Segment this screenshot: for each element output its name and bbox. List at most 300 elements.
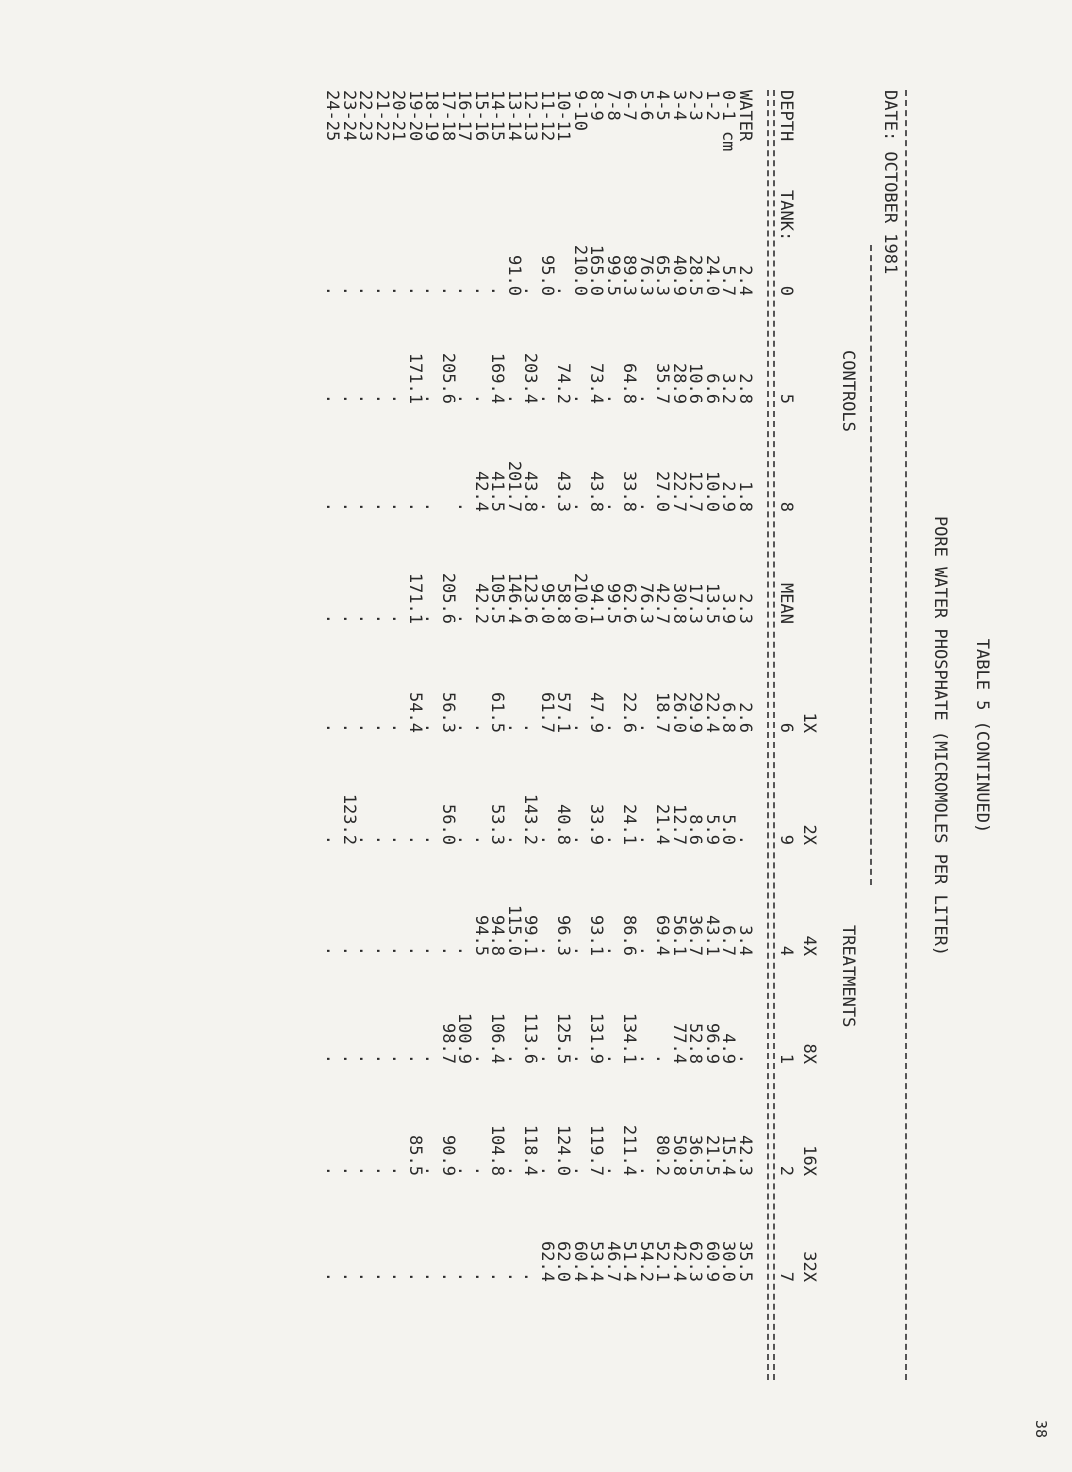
table-cell: 69.4 xyxy=(652,915,673,956)
table-cell: . xyxy=(454,285,475,296)
table-cell: 41.5 xyxy=(487,471,508,512)
table-cell: 62.4 xyxy=(537,1241,557,1282)
table-cell: . xyxy=(636,501,656,512)
row-depth: 7-8 xyxy=(603,90,623,121)
table-cell: . xyxy=(537,834,557,845)
table-cell: 42.4 xyxy=(669,1241,689,1282)
controls-header: CONTROLS xyxy=(838,350,858,432)
table-cell: . xyxy=(322,1271,343,1282)
row-depth: 19-20 xyxy=(405,90,425,142)
table-cell: . xyxy=(322,393,343,404)
row-depth: 18-19 xyxy=(421,90,442,142)
table-cell: . xyxy=(735,1053,755,1064)
table-cell: 96.9 xyxy=(702,1023,722,1064)
table-cell: . xyxy=(603,722,623,733)
table-cell: . xyxy=(652,1053,673,1064)
table-subtitle: PORE WATER PHOSPHATE (MICROMOLES PER LITER) xyxy=(930,515,950,957)
table-cell: . xyxy=(504,722,524,733)
table-cell: 124.0 xyxy=(553,1124,574,1176)
table-cell: . xyxy=(339,613,359,624)
table-cell: 210.0 xyxy=(570,572,590,624)
table-cell: . xyxy=(322,834,343,845)
row-depth: 13-14 xyxy=(504,90,524,142)
table-cell: 4.9 xyxy=(718,1033,739,1064)
table-cell: 33.9 xyxy=(586,804,607,845)
table-cell: . xyxy=(355,722,376,733)
table-cell: 118.4 xyxy=(520,1124,541,1176)
table-cell: . xyxy=(537,945,557,956)
column-tank-label: 7 xyxy=(776,1271,796,1282)
table-cell: 30.0 xyxy=(718,1241,739,1282)
table-cell: 18.7 xyxy=(652,692,673,733)
table-cell: . xyxy=(322,613,343,624)
table-cell: . xyxy=(504,834,524,845)
table-cell: 73.4 xyxy=(586,363,607,404)
table-cell: 52.8 xyxy=(685,1023,706,1064)
table-cell: . xyxy=(372,393,392,404)
table-cell: 2.6 xyxy=(735,702,755,733)
column-group-label: 2X xyxy=(799,824,819,845)
table-cell: 146.4 xyxy=(504,572,524,624)
table-cell: . xyxy=(636,1165,656,1176)
table-cell: 13.5 xyxy=(702,583,722,624)
controls-rule xyxy=(870,245,872,885)
table-cell: 131.9 xyxy=(586,1012,607,1064)
header-rule-1 xyxy=(773,90,775,1380)
table-cell: 42.2 xyxy=(471,583,491,624)
table-cell: . xyxy=(372,834,392,845)
table-cell: 46.7 xyxy=(603,1241,623,1282)
row-depth: 9-10 xyxy=(570,90,590,131)
table-cell: . xyxy=(322,722,343,733)
table-cell: . xyxy=(339,393,359,404)
row-depth: 17-18 xyxy=(438,90,458,142)
table-cell: 64.8 xyxy=(619,363,640,404)
table-cell: 99.5 xyxy=(603,255,623,296)
column-tank-label: 4 xyxy=(776,945,796,956)
table-cell: 1.8 xyxy=(735,481,755,512)
table-cell: . xyxy=(421,722,442,733)
table-cell: 203.4 xyxy=(520,352,541,404)
table-cell: . xyxy=(355,393,376,404)
table-cell: . xyxy=(454,501,475,512)
table-cell: 6.6 xyxy=(702,373,722,404)
column-tank-label: 5 xyxy=(776,393,796,404)
table-cell: . xyxy=(636,945,656,956)
table-cell: 6.7 xyxy=(718,925,739,956)
table-cell: . xyxy=(355,834,376,845)
table-cell: . xyxy=(355,945,376,956)
table-cell: 43.3 xyxy=(553,471,574,512)
table-cell: . xyxy=(355,1053,376,1064)
table-cell: 115.0 xyxy=(504,904,524,956)
table-cell: 205.6 xyxy=(438,572,458,624)
table-cell: . xyxy=(537,501,557,512)
table-cell: . xyxy=(388,393,409,404)
depth-header: DEPTH xyxy=(776,90,796,142)
row-depth: 2-3 xyxy=(685,90,706,121)
table-cell: . xyxy=(388,1271,409,1282)
column-tank-label: 9 xyxy=(776,834,796,845)
table-cell: 28.9 xyxy=(669,363,689,404)
table-cell: 40.9 xyxy=(669,255,689,296)
table-cell: . xyxy=(405,945,425,956)
page-number: 38 xyxy=(1032,1420,1050,1439)
table-cell: . xyxy=(405,1053,425,1064)
table-cell: 76.3 xyxy=(636,583,656,624)
row-depth: 16-17 xyxy=(454,90,475,142)
table-cell: . xyxy=(603,945,623,956)
table-cell: 171.1 xyxy=(405,572,425,624)
table-cell: . xyxy=(322,1165,343,1176)
table-cell: . xyxy=(372,722,392,733)
table-cell: 96.3 xyxy=(553,915,574,956)
column-tank-label: 6 xyxy=(776,722,796,733)
table-cell: 169.4 xyxy=(487,352,508,404)
table-cell: 35.5 xyxy=(735,1241,755,1282)
table-cell: 47.9 xyxy=(586,692,607,733)
table-cell: . xyxy=(322,501,343,512)
table-cell: 119.7 xyxy=(586,1124,607,1176)
header-rule-2 xyxy=(767,90,769,1380)
table-cell: . xyxy=(636,722,656,733)
table-cell: . xyxy=(421,285,442,296)
table-cell: 42.3 xyxy=(735,1135,755,1176)
table-cell: 125.5 xyxy=(553,1012,574,1064)
table-cell: . xyxy=(570,501,590,512)
table-cell: 100.9 xyxy=(454,1012,475,1064)
table-cell: 76.3 xyxy=(636,255,656,296)
table-cell: 205.6 xyxy=(438,352,458,404)
table-cell: . xyxy=(421,945,442,956)
table-cell: . xyxy=(520,722,541,733)
tank-header: TANK: xyxy=(776,190,796,242)
table-cell: . xyxy=(339,1053,359,1064)
table-cell: 60.4 xyxy=(570,1241,590,1282)
column-group-label: 32X xyxy=(799,1251,819,1282)
table-cell: . xyxy=(339,285,359,296)
table-cell: . xyxy=(537,1053,557,1064)
table-cell: . xyxy=(570,945,590,956)
table-cell: 86.6 xyxy=(619,915,640,956)
table-cell: 24.1 xyxy=(619,804,640,845)
table-cell: . xyxy=(322,285,343,296)
table-cell: 40.8 xyxy=(553,804,574,845)
row-depth: 21-22 xyxy=(372,90,392,142)
table-cell: 26.0 xyxy=(669,692,689,733)
table-cell: 95.0 xyxy=(537,583,557,624)
table-cell: . xyxy=(454,722,475,733)
table-cell: . xyxy=(421,393,442,404)
table-cell: . xyxy=(388,501,409,512)
table-cell: . xyxy=(355,285,376,296)
table-cell: 8.6 xyxy=(685,814,706,845)
row-depth: 11-12 xyxy=(537,90,557,142)
table-cell: 94.1 xyxy=(586,583,607,624)
table-cell: . xyxy=(405,501,425,512)
column-tank-label: 1 xyxy=(776,1053,796,1064)
table-cell: . xyxy=(421,501,442,512)
row-depth: 22-23 xyxy=(355,90,376,142)
table-cell: 80.2 xyxy=(652,1135,673,1176)
table-cell: . xyxy=(388,722,409,733)
table-cell: . xyxy=(636,393,656,404)
row-depth: 6-7 xyxy=(619,90,640,121)
table-cell: . xyxy=(487,1271,508,1282)
table-cell: . xyxy=(322,1053,343,1064)
table-cell: 62.3 xyxy=(685,1241,706,1282)
table-cell: 53.3 xyxy=(487,804,508,845)
table-cell: 62.0 xyxy=(553,1241,574,1282)
table-cell: 12.7 xyxy=(669,804,689,845)
table-cell: 5.0 xyxy=(718,814,739,845)
table-cell: . xyxy=(339,501,359,512)
table-cell: 99.5 xyxy=(603,583,623,624)
row-depth: WATER xyxy=(735,90,755,142)
column-tank-label: MEAN xyxy=(776,583,796,624)
table-cell: 90.9 xyxy=(438,1135,458,1176)
table-cell: . xyxy=(372,613,392,624)
table-cell: . xyxy=(454,613,475,624)
date-label: DATE: OCTOBER 1981 xyxy=(880,90,900,275)
table-cell: . xyxy=(735,834,755,845)
table-cell: 24.0 xyxy=(702,255,722,296)
table-cell: 17.3 xyxy=(685,583,706,624)
table-cell: 56.1 xyxy=(669,915,689,956)
table-cell: 28.5 xyxy=(685,255,706,296)
table-cell: 10.6 xyxy=(685,363,706,404)
table-cell: 22.6 xyxy=(619,692,640,733)
table-cell: 43.1 xyxy=(702,915,722,956)
table-cell: 43.8 xyxy=(520,471,541,512)
table-cell: 94.5 xyxy=(471,915,491,956)
row-depth: 24-25 xyxy=(322,90,343,142)
column-group-label: 8X xyxy=(799,1043,819,1064)
table-cell: 33.8 xyxy=(619,471,640,512)
table-cell: . xyxy=(388,613,409,624)
table-cell: 91.0 xyxy=(504,255,524,296)
table-cell: . xyxy=(636,1053,656,1064)
table-cell: 50.8 xyxy=(669,1135,689,1176)
table-cell: 15.4 xyxy=(718,1135,739,1176)
table-cell: . xyxy=(339,722,359,733)
table-cell: 52.1 xyxy=(652,1241,673,1282)
table-cell: . xyxy=(553,285,574,296)
table-cell: 22.7 xyxy=(669,471,689,512)
table-cell: . xyxy=(355,613,376,624)
table-cell: 123.6 xyxy=(520,572,541,624)
table-cell: . xyxy=(570,834,590,845)
table-cell: 62.6 xyxy=(619,583,640,624)
table-cell: . xyxy=(603,501,623,512)
column-group-label: 1X xyxy=(799,712,819,733)
table-cell: 61.7 xyxy=(537,692,557,733)
table-cell: . xyxy=(438,1271,458,1282)
table-cell: 210.0 xyxy=(570,244,590,296)
top-rule xyxy=(905,90,907,1380)
column-tank-label: 2 xyxy=(776,1165,796,1176)
table-cell: . xyxy=(372,945,392,956)
table-cell: . xyxy=(603,393,623,404)
table-cell: . xyxy=(454,1271,475,1282)
table-cell: 56.3 xyxy=(438,692,458,733)
table-cell: 104.8 xyxy=(487,1124,508,1176)
table-cell: . xyxy=(636,834,656,845)
table-cell: . xyxy=(355,501,376,512)
table-cell: 93.1 xyxy=(586,915,607,956)
table-cell: 95.0 xyxy=(537,255,557,296)
table-cell: 29.9 xyxy=(685,692,706,733)
table-cell: 61.5 xyxy=(487,692,508,733)
table-cell: 123.2 xyxy=(339,793,359,845)
table-cell: . xyxy=(355,1165,376,1176)
table-cell: 10.0 xyxy=(702,471,722,512)
table-cell: . xyxy=(372,1053,392,1064)
table-cell: . xyxy=(388,945,409,956)
table-cell: 134.1 xyxy=(619,1012,640,1064)
table-cell: 21.4 xyxy=(652,804,673,845)
table-cell: . xyxy=(388,834,409,845)
table-cell: . xyxy=(570,393,590,404)
row-depth: 3-4 xyxy=(669,90,689,121)
table-cell: 211.4 xyxy=(619,1124,640,1176)
table-cell: . xyxy=(454,945,475,956)
row-depth: 4-5 xyxy=(652,90,673,121)
row-depth: 14-15 xyxy=(487,90,508,142)
table-cell: . xyxy=(339,1271,359,1282)
table-cell: 58.8 xyxy=(553,583,574,624)
table-cell: 2.8 xyxy=(735,373,755,404)
row-depth: 0-1 cm xyxy=(718,90,739,152)
table-cell: 74.2 xyxy=(553,363,574,404)
column-group-label: 16X xyxy=(799,1145,819,1176)
table-cell: 3.4 xyxy=(735,925,755,956)
table-cell: 2.3 xyxy=(735,593,755,624)
table-cell: 94.8 xyxy=(487,915,508,956)
treatments-header: TREATMENTS xyxy=(838,925,858,1028)
table-cell: . xyxy=(520,1271,541,1282)
table-cell: 171.1 xyxy=(405,352,425,404)
table-cell: . xyxy=(570,1053,590,1064)
row-depth: 8-9 xyxy=(586,90,607,121)
table-cell: . xyxy=(520,285,541,296)
table-cell: 106.4 xyxy=(487,1012,508,1064)
row-depth: 12-13 xyxy=(520,90,541,142)
table-cell: 5.7 xyxy=(718,265,739,296)
table-cell: 51.4 xyxy=(619,1241,640,1282)
column-tank-label: 0 xyxy=(776,285,796,296)
table-cell: . xyxy=(372,501,392,512)
table-cell: 85.5 xyxy=(405,1135,425,1176)
table-cell: 77.4 xyxy=(669,1023,689,1064)
column-group-label: 4X xyxy=(799,935,819,956)
table-cell: . xyxy=(405,1271,425,1282)
table-cell: . xyxy=(504,393,524,404)
table-cell: . xyxy=(388,285,409,296)
table-cell: 98.7 xyxy=(438,1023,458,1064)
row-depth: 1-2 xyxy=(702,90,722,121)
table-cell: 35.7 xyxy=(652,363,673,404)
table-cell: . xyxy=(471,722,491,733)
row-depth: 15-16 xyxy=(471,90,491,142)
table-cell: 12.7 xyxy=(685,471,706,512)
table-cell: . xyxy=(372,285,392,296)
table-title: TABLE 5 (CONTINUED) xyxy=(972,638,992,834)
column-tank-label: 8 xyxy=(776,501,796,512)
table-cell: 30.8 xyxy=(669,583,689,624)
table-cell: . xyxy=(438,945,458,956)
table-cell: . xyxy=(388,1165,409,1176)
table-cell: 36.7 xyxy=(685,915,706,956)
table-cell: 57.1 xyxy=(553,692,574,733)
table-cell: . xyxy=(603,834,623,845)
table-cell: . xyxy=(355,1271,376,1282)
row-depth: 5-6 xyxy=(636,90,656,121)
table-cell: . xyxy=(471,285,491,296)
table-cell: . xyxy=(471,1053,491,1064)
table-cell: 143.2 xyxy=(520,793,541,845)
table-cell: 21.5 xyxy=(702,1135,722,1176)
table-cell: . xyxy=(471,834,491,845)
row-depth: 20-21 xyxy=(388,90,409,142)
table-cell: . xyxy=(405,834,425,845)
table-cell: 113.6 xyxy=(520,1012,541,1064)
table-cell: . xyxy=(603,1053,623,1064)
table-cell: 5.9 xyxy=(702,814,722,845)
table-cell: . xyxy=(454,834,475,845)
table-cell: 65.3 xyxy=(652,255,673,296)
table-cell: 105.5 xyxy=(487,572,508,624)
table-cell: . xyxy=(454,393,475,404)
table-cell: 60.9 xyxy=(702,1241,722,1282)
table-cell: . xyxy=(471,1271,491,1282)
table-cell: . xyxy=(438,285,458,296)
table-cell: 201.7 xyxy=(504,460,524,512)
table-cell: 89.3 xyxy=(619,255,640,296)
table-cell: . xyxy=(454,1165,475,1176)
table-cell: 2.9 xyxy=(718,481,739,512)
table-cell: 54.4 xyxy=(405,692,425,733)
table-cell: 42.7 xyxy=(652,583,673,624)
table-cell: . xyxy=(570,1165,590,1176)
table-cell: 54.2 xyxy=(636,1241,656,1282)
table-cell: . xyxy=(421,1271,442,1282)
table-cell: 42.4 xyxy=(471,471,491,512)
table-cell: . xyxy=(504,1053,524,1064)
table-cell: . xyxy=(421,1165,442,1176)
table-cell: 3.2 xyxy=(718,373,739,404)
table-cell: 3.9 xyxy=(718,593,739,624)
table-cell: . xyxy=(603,1165,623,1176)
table-cell: 56.0 xyxy=(438,804,458,845)
table-cell: . xyxy=(537,1165,557,1176)
table-cell: . xyxy=(504,1271,524,1282)
table-cell: . xyxy=(372,1271,392,1282)
table-cell: . xyxy=(471,1165,491,1176)
table-cell: . xyxy=(421,1053,442,1064)
table-cell: . xyxy=(405,285,425,296)
table-cell: 22.4 xyxy=(702,692,722,733)
table-cell: . xyxy=(421,613,442,624)
row-depth: 23-24 xyxy=(339,90,359,142)
table-cell: . xyxy=(322,945,343,956)
row-depth: 10-11 xyxy=(553,90,574,142)
table-cell: . xyxy=(487,285,508,296)
table-cell: . xyxy=(504,1165,524,1176)
table-cell: 27.0 xyxy=(652,471,673,512)
table-cell: 165.0 xyxy=(586,244,607,296)
table-cell: . xyxy=(570,722,590,733)
